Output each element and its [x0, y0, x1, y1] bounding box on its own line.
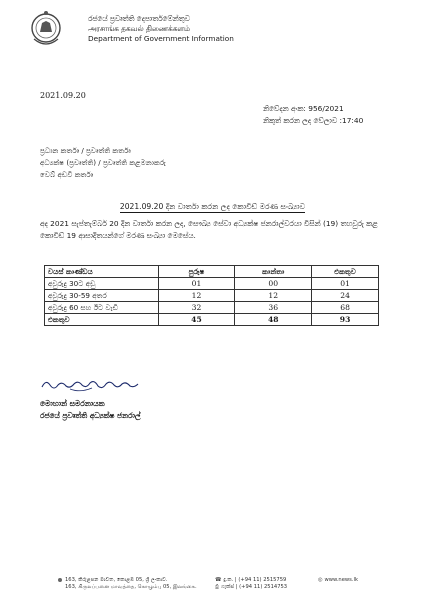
age-group-cell: අවුරුදු 60 සහ ඊට වැඩි: [45, 302, 159, 314]
body-paragraph: අද 2021 සැප්තැම්බර් 20 දින වාර්තා කරන ලද, සෞඛ්‍ය සේවා අධ්‍යක්ෂ ජනරාල්වරයා විසින් (19) තහවුරු කළ කොවිඩ් 19 ආසාදිතයන්ගේ මරණ සංඛ්‍යා මෙසේය.: [40, 219, 378, 240]
addressee-chief-editor: ප්‍රධාන කර්තෘ / ප්‍රවෘත්ති කර්තෘ: [40, 146, 131, 155]
covid-deaths-table: [44, 265, 379, 326]
signatory-title: රජයේ ප්‍රවෘත්ති අධ්‍යක්ෂ ජනරාල්: [40, 411, 141, 420]
female-cell: 12: [235, 290, 312, 302]
signatory-name: මොහාන් සමරනායක: [40, 399, 105, 408]
addressee-web-editor: වෙබ් අඩවි කර්තෘ: [40, 170, 94, 179]
female-cell: 00: [235, 278, 312, 290]
department-name-tamil: அரசாங்க தகவல் திணைக்களம்: [88, 24, 190, 33]
table-row: [45, 278, 379, 290]
government-emblem: [28, 9, 64, 49]
globe-icon: ◎: [318, 577, 323, 583]
table-header-row: [45, 266, 379, 278]
department-name-english: Department of Government Information: [88, 34, 234, 43]
male-total-cell: 45: [158, 314, 235, 326]
footer-contacts: [215, 577, 287, 591]
grand-total-cell: 93: [312, 314, 379, 326]
department-name-sinhala: රජයේ ප්‍රවෘත්ති දෙපාර්තමේන්තුව: [88, 14, 190, 23]
header-age-group: වයස් කාණ්ඩය: [45, 266, 159, 278]
age-group-cell: අවුරුදු 30-59 අතර: [45, 290, 159, 302]
total-cell: 68: [312, 302, 379, 314]
phone-icon: ☎: [215, 577, 222, 583]
addressee-news-director: අධ්‍යක්ෂ (ප්‍රවෘත්ති) / ප්‍රවෘත්ති කළමනාකරු: [40, 158, 166, 167]
footer-address: [58, 577, 197, 591]
age-group-cell: අවුරුදු 30ට අඩු: [45, 278, 159, 290]
footer-address-line-1: 163, කිරුළපන මාවත, කොළඹ 05, ශ්‍රී ලංකාව.: [58, 577, 197, 584]
location-icon: [58, 578, 62, 582]
issued-time: නිකුත් කරන ලද වේලාව :17:40: [263, 116, 364, 125]
table-row: [45, 302, 379, 314]
total-cell: 24: [312, 290, 379, 302]
footer-phone: ☎ දු.ක. | (+94 11) 2515759: [215, 577, 287, 583]
total-cell: 01: [312, 278, 379, 290]
document-title-text: 2021.09.20 දින වාර්තා කරන ලද කොවිඩ් මරණ සංඛ්‍යාව: [119, 202, 306, 211]
header-total: එකතුව: [312, 266, 379, 278]
footer-website[interactable]: ◎ www.news.lk: [318, 577, 358, 583]
header-female: කාන්තා: [235, 266, 312, 278]
male-cell: 32: [158, 302, 235, 314]
table-row: [45, 290, 379, 302]
document-date: 2021.09.20: [40, 91, 86, 100]
total-label-cell: එකතුව: [45, 314, 159, 326]
document-title: [0, 202, 425, 212]
female-total-cell: 48: [235, 314, 312, 326]
header-male: පුරුෂ: [158, 266, 235, 278]
footer-address-line-2: 163, கிருலப்பனை மாவத்தை, கொழும்பு 05, இலங்கை.: [65, 584, 197, 590]
table-total-row: [45, 314, 379, 326]
handwritten-signature: [40, 375, 150, 395]
footer-fax: ⎙ ෆැක්ස් | (+94 11) 2514753: [215, 584, 288, 590]
male-cell: 01: [158, 278, 235, 290]
female-cell: 36: [235, 302, 312, 314]
male-cell: 12: [158, 290, 235, 302]
release-number: නිවේදන අංක: 956/2021: [263, 104, 344, 113]
fax-icon: ⎙: [215, 584, 220, 590]
